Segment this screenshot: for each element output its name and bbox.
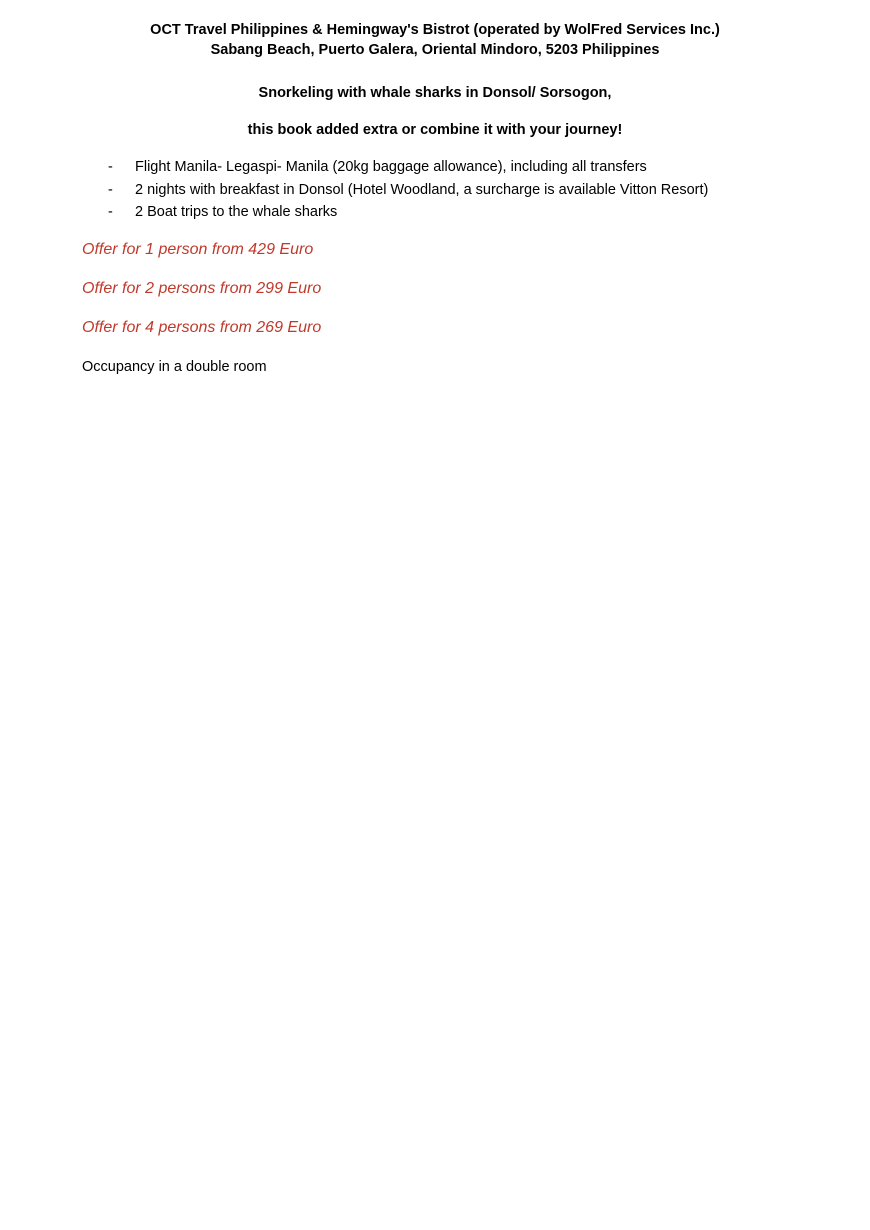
offer-2-persons: Offer for 2 persons from 299 Euro — [82, 280, 322, 297]
bullet-dash: - — [108, 159, 113, 175]
offer-4-persons: Offer for 4 persons from 269 Euro — [82, 319, 322, 336]
inclusion-boat-trips: 2 Boat trips to the whale sharks — [135, 204, 338, 220]
bullet-dash: - — [108, 181, 113, 198]
company-address-line: Sabang Beach, Puerto Galera, Oriental Mindoro, 5203 Philippines — [210, 42, 660, 58]
tour-title: Snorkeling with whale sharks in Donsol/ Sorsogon, — [258, 85, 612, 101]
tour-subtitle: this book added extra or combine it with your journey! — [247, 122, 623, 138]
occupancy-note: Occupancy in a double room — [82, 359, 267, 375]
inclusion-flight: Flight Manila- Legaspi- Manila (20kg baggage allowance), including all transfers — [135, 159, 647, 175]
inclusion-hotel: 2 nights with breakfast in Donsol (Hotel Woodland, a surcharge is available Vitton Resort) — [135, 181, 709, 198]
offer-1-person: Offer for 1 person from 429 Euro — [82, 241, 314, 258]
bullet-dash: - — [108, 204, 113, 220]
company-name-line: OCT Travel Philippines & Hemingway's Bistrot (operated by WolFred Services Inc.) — [150, 22, 720, 38]
